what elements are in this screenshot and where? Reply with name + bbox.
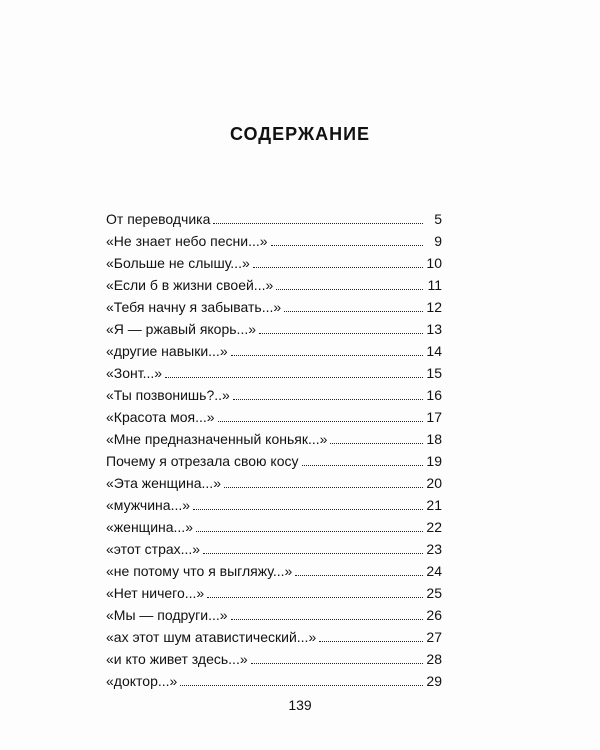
toc-entry-page: 18: [426, 431, 442, 447]
dot-leader: [193, 509, 423, 510]
toc-entry-title: «не потому что я выгляжу...»: [106, 563, 293, 579]
toc-entry-title: «другие навыки...»: [106, 343, 228, 359]
toc-entry: [106, 626, 442, 648]
toc-entry: [106, 648, 442, 670]
dot-leader: [330, 443, 423, 444]
toc-entry-page: 29: [426, 673, 442, 689]
dot-leader: [207, 597, 423, 598]
dot-leader: [284, 311, 423, 312]
toc-entry-title: «Ты позвонишь?..»: [106, 387, 230, 403]
toc-entry-page: 27: [426, 629, 442, 645]
toc-entry-title: «Нет ничего...»: [106, 585, 205, 601]
toc-entry: [106, 208, 442, 230]
toc-entry-title: «ах этот шум атавистический...»: [106, 629, 317, 645]
toc-entry-title: «мужчина...»: [106, 497, 191, 513]
dot-leader: [253, 267, 423, 268]
dot-leader: [218, 421, 423, 422]
toc-entry-page: 26: [426, 607, 442, 623]
toc-entry: [106, 538, 442, 560]
toc-entry-title: От переводчика: [106, 211, 211, 227]
toc-entry-page: 25: [426, 585, 442, 601]
toc-entry-title: «Тебя начну я забывать...»: [106, 299, 282, 315]
toc-entry-title: «этот страх...»: [106, 541, 201, 557]
toc-entry: [106, 274, 442, 296]
toc-entry: [106, 362, 442, 384]
toc-entry-page: 19: [426, 453, 442, 469]
toc-entry-page: 9: [434, 233, 442, 249]
toc-entry: [106, 384, 442, 406]
toc-entry: [106, 406, 442, 428]
dot-leader: [271, 245, 423, 246]
toc-entry-title: «Мы — подруги...»: [106, 607, 228, 623]
dot-leader: [276, 289, 423, 290]
dot-leader: [295, 575, 423, 576]
toc-entry: [106, 428, 442, 450]
toc-entry: [106, 582, 442, 604]
toc-entry-title: «Зонт...»: [106, 365, 163, 381]
dot-leader: [180, 685, 423, 686]
toc-entry: [106, 340, 442, 362]
toc-entry-title: Почему я отрезала свою косу: [106, 453, 299, 469]
toc-entry-title: «Я — ржавый якорь...»: [106, 321, 257, 337]
dot-leader: [231, 619, 423, 620]
toc-entry: [106, 670, 442, 692]
dot-leader: [224, 487, 423, 488]
toc-entry-page: 23: [426, 541, 442, 557]
dot-leader: [302, 465, 424, 466]
toc-entry-page: 15: [426, 365, 442, 381]
dot-leader: [196, 531, 423, 532]
toc-entry-page: 5: [434, 211, 442, 227]
toc-entry-page: 11: [427, 277, 442, 293]
toc-entry-page: 21: [426, 497, 442, 513]
toc-entry: [106, 560, 442, 582]
toc-entry-page: 28: [426, 651, 442, 667]
dot-leader: [259, 333, 423, 334]
page-number: 139: [288, 697, 312, 713]
toc-entry-title: «Не знает небо песни...»: [106, 233, 268, 249]
toc-entry-title: «Красота моя...»: [106, 409, 215, 425]
toc-entry-title: «доктор...»: [106, 673, 178, 689]
toc-entry-page: 24: [426, 563, 442, 579]
dot-leader: [319, 641, 423, 642]
dot-leader: [203, 553, 423, 554]
dot-leader: [233, 399, 423, 400]
toc-entry-page: 20: [426, 475, 442, 491]
toc-entry: [106, 450, 442, 472]
dot-leader: [231, 355, 423, 356]
toc-entry-page: 14: [426, 343, 442, 359]
toc-entry: [106, 252, 442, 274]
toc-entry: [106, 516, 442, 538]
toc-entry: [106, 318, 442, 340]
toc-entry: [106, 296, 442, 318]
toc-entry-page: 17: [426, 409, 442, 425]
toc-entry-title: «Если б в жизни своей...»: [106, 277, 274, 293]
toc-entry-page: 10: [426, 255, 442, 271]
toc-entry-page: 13: [426, 321, 442, 337]
toc-entry-title: «и кто живет здесь...»: [106, 651, 248, 667]
toc-entry-title: «Эта женщина...»: [106, 475, 221, 491]
table-of-contents: [106, 208, 442, 692]
toc-entry-page: 12: [426, 299, 442, 315]
toc-entry: [106, 472, 442, 494]
dot-leader: [165, 377, 423, 378]
toc-entry: [106, 604, 442, 626]
page-title: СОДЕРЖАНИЕ: [229, 124, 371, 144]
toc-entry-title: «Больше не слышу...»: [106, 255, 250, 271]
toc-entry-page: 16: [426, 387, 442, 403]
toc-entry: [106, 230, 442, 252]
dot-leader: [251, 663, 423, 664]
toc-entry-title: «Мне предназначенный коньяк...»: [106, 431, 328, 447]
dot-leader: [213, 223, 423, 224]
toc-entry: [106, 494, 442, 516]
toc-entry-title: «женщина...»: [106, 519, 193, 535]
toc-entry-page: 22: [426, 519, 442, 535]
